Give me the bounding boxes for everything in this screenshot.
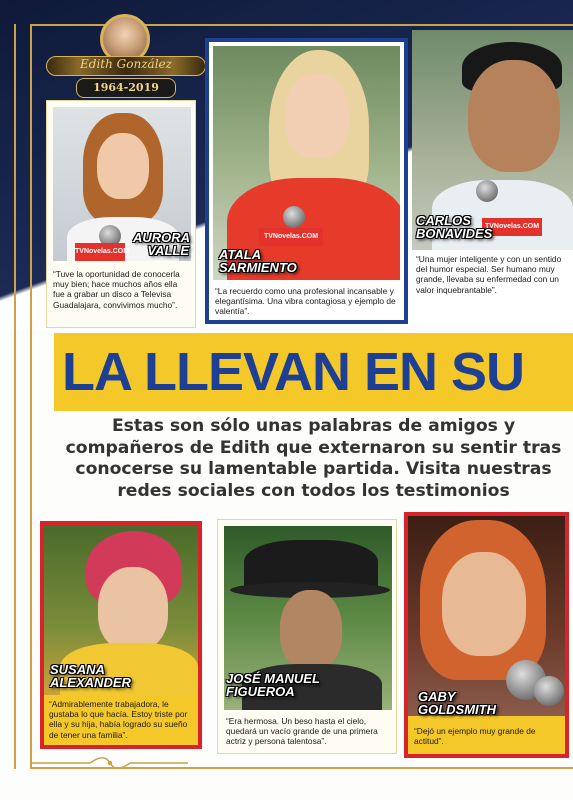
testimonial-card-aurora-valle <box>46 100 196 328</box>
quote-atala-sarmiento: “La recuerdo como una profesional incansable y elegantísima. Una vibra contagiosa y ejemplo de valentía”. <box>215 286 396 317</box>
name-line1: AURORA <box>133 230 191 245</box>
name-gaby-goldsmith <box>418 690 496 716</box>
headline: LA LLEVAN EN SU <box>62 342 525 402</box>
testimonial-card-carlos-bonavides <box>412 30 573 314</box>
testimonial-card-gaby-goldsmith <box>404 512 569 758</box>
name-jose-manuel-figueroa <box>226 672 320 698</box>
name-line2: SARMIENTO <box>219 260 297 275</box>
name-carlos-bonavides <box>416 214 492 240</box>
name-line2: ALEXANDER <box>50 675 131 690</box>
name-line2: FIGUEROA <box>226 684 295 699</box>
mic-flag: TVNovelas.COM <box>482 218 542 236</box>
name-line1: ATALA <box>219 247 262 262</box>
photo-atala-sarmiento <box>213 46 400 280</box>
quote-jose-manuel-figueroa: “Era hermosa. Un beso hasta el cielo, quedará un vacío grande de una primera actriz y persona talentosa”. <box>226 716 378 747</box>
testimonial-card-susana-alexander <box>40 521 202 749</box>
quote-aurora-valle: “Tuve la oportunidad de conocerla muy bien; hace muchos años ella fue a grabar un disco a Televisa Guadalajara, convivimos mucho”. <box>53 269 180 310</box>
subtitle: Estas son sólo unas palabras de amigos y compañeros de Edith que externaron su sentir tras conocerse su lamentable partida. Visita nuestras redes sociales con todos los testimonios <box>65 416 562 501</box>
quote-carlos-bonavides: “Una mujer inteligente y con un sentido del humor especial. Ser humano muy grande, llevaba su enfermedad con un valor inquebrantable”. <box>416 254 562 295</box>
gold-ornament <box>30 756 190 770</box>
mic-flag: TVNovelas.COM <box>259 228 323 246</box>
testimonial-card-atala-sarmiento <box>205 38 408 324</box>
badge-name: Edith González <box>80 57 172 71</box>
quote-gaby-goldsmith: “Dejó un ejemplo muy grande de actitud”. <box>414 726 536 747</box>
photo-gaby-goldsmith <box>408 516 565 716</box>
name-aurora-valle <box>133 231 189 257</box>
name-line1: GABY <box>418 689 456 704</box>
name-susana-alexander <box>50 663 131 689</box>
name-line1: JOSÉ MANUEL <box>226 671 320 686</box>
badge-years: 1964-2019 <box>76 78 176 98</box>
name-line2: GOLDSMITH <box>418 702 496 717</box>
quote-susana-alexander: “Admirablemente trabajadora, le gustaba lo que hacía. Estoy triste por ella y su hija, había logrado su sueño de tener una familia”. <box>49 699 188 740</box>
name-line2: VALLE <box>147 243 189 258</box>
memorial-badge <box>46 14 206 100</box>
testimonial-card-jose-manuel-figueroa <box>217 519 397 754</box>
gold-margin-line <box>14 24 16 769</box>
name-line1: SUSANA <box>50 662 105 677</box>
name-line1: CARLOS <box>416 213 471 228</box>
name-atala-sarmiento <box>219 248 297 274</box>
name-line2: BONAVIDES <box>416 226 493 241</box>
mic-flag: TVNovelas.COM <box>75 243 125 261</box>
